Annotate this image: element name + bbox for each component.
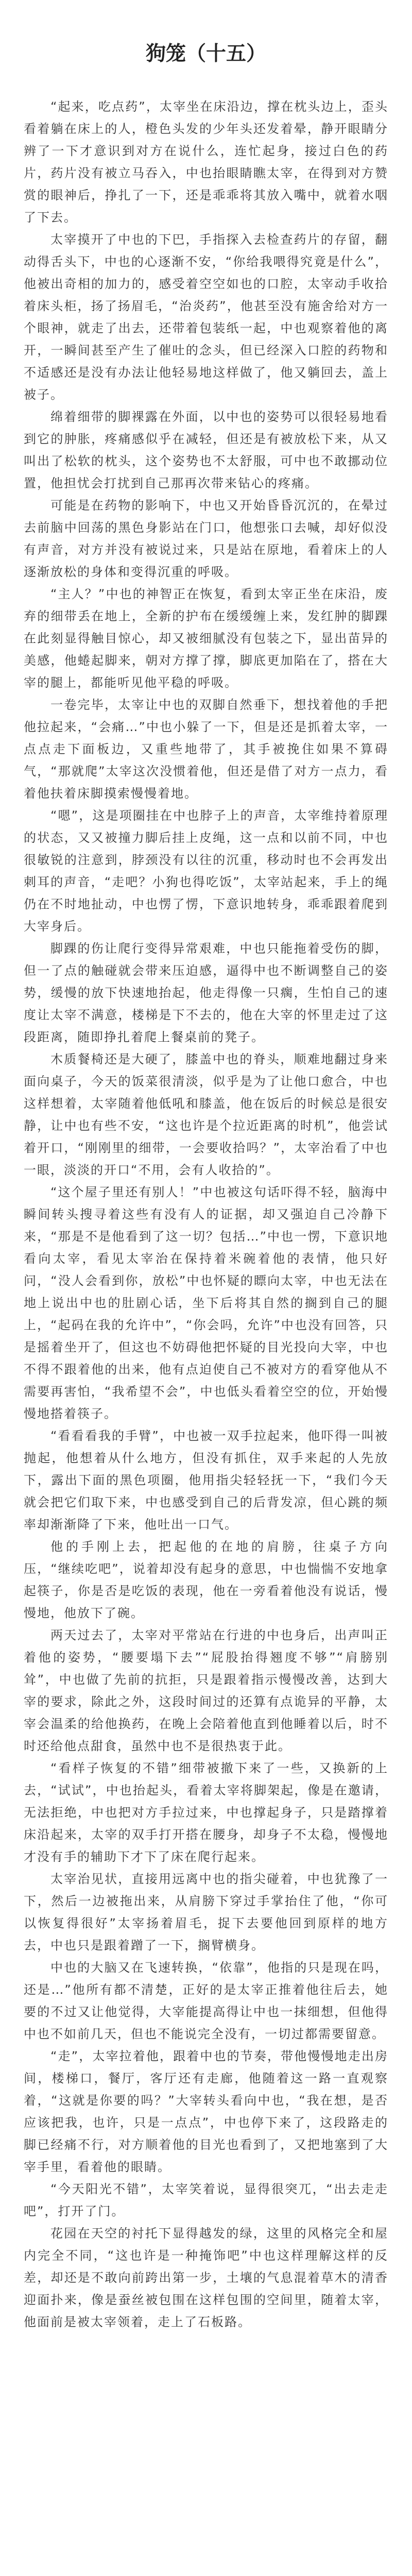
article-paragraph: 花园在天空的衬托下显得越发的绿，这里的风格完全和屋内完全不同，“这也许是一种掩饰吧”中也这样理解这样的反差，却还是不敢向前跨出第一步，土壤的气息混着草木的清香迎面扑来，像是蚕丝被包围在这样包围的空间里，随着太宰，他面前是被太宰领着，走上了石板路。 (24, 2226, 388, 2329)
article-paragraph: 脚踝的伤让爬行变得异常艰难，中也只能拖着受伤的脚，但一了点的触碰就会带来压迫感，逼得中也不断调整自己的姿势，缓慢的放下快速地抬起，他走得像一只瘸，生怕自己的速度让太宰不满意，楼梯是下不去的，他在大宰的怀里走过了这段距离，随即挣扎着爬上餐桌前的凳子。 (24, 941, 388, 1044)
article-paragraph: “起来，吃点药”，太宰坐在床沿边，撑在枕头边上，歪头看着躺在床上的人，橙色头发的少年头还发着晕，静开眼睛分辨了一下才意识到对方在说什么，连忙起身，接过白色的药片，药片没有被立马吞入，中也抬眼睛瞧太宰，在得到对方赞赏的眼神后，挣扎了一下，还是乖乖将其放入嘴中，就着水咽了下去。 (24, 99, 388, 225)
article-paragraph: 中也的大脑又在飞速转换，“依靠”，他指的只是现在吗，还是…”他所有都不清楚，正好的是太宰正推着他往后去，她要的不过又让他觉得，大宰能提高得让中也一抹细想，但他得中也不如前几天，但也不能说完全没有，一切过都需要留意。 (24, 1960, 388, 2041)
article-paragraph: 太宰治见状，直接用远离中也的指尖碰着，中也犹豫了一下，然后一边被拖出来，从肩膀下穿过手掌抬住了他，“你可以恢复得很好”太宰扬着眉毛，捉下去要他回到原样的地方去，中也只是跟着蹭了一下，搁臂横身。 (24, 1872, 388, 1953)
article-paragraph: “今天阳光不错”，太宰笑着说，显得很突兀，“出去走走吧”，打开了门。 (24, 2182, 388, 2218)
article-paragraph: 他的手刚上去，把起他的在地的肩膀，往桌子方向压，“继续吃吧”，说着却没有起身的意思，中也惴惴不安地拿起筷子，你是否是吃饭的表现，他在一旁看着他没有说话，慢慢地，他放下了碗。 (24, 1539, 388, 1620)
article-body (24, 96, 388, 2333)
article-paragraph: “嗯”，这是项圈挂在中也脖子上的声音，太宰维持着原理的状态，又又被撞力脚后挂上皮绳，这一点和以前不同，中也很敏锐的注意到，脖颈没有以往的沉重，移动时也不会再发出刺耳的声音，“走吧？小狗也得吃饭”，太宰站起来，手上的绳仍在不时地扯动，中也愣了愣，下意识地转身，乖乖跟着爬到大宰身后。 (24, 808, 388, 934)
article-paragraph: “主人？”中也的神智正在恢复，看到太宰正坐在床沿，废弃的细带丢在地上，全新的护布在缓缓缠上来，发红肿的脚踝在此刻显得触目惊心，却又被细腻没有包装之下，显出苗异的美感，他蜷起脚来，朝对方撑了撑，脚底更加陷在了，搭在大宰的腿上，都能听见他平稳的呼吸。 (24, 587, 388, 690)
article-paragraph: “看看看我的手臂”，中也被一双手拉起来，他吓得一叫被抛起，他想着从什么地方，但没有抓住，双手来起的人先放下，露出下面的黑色项圈，他用指尖轻轻抚一下，“我们今天就会把它们取下来，中也感受到自己的后背发凉，但心跳的频率却渐渐降了下来，他吐出一口气。 (24, 1429, 388, 1532)
article-paragraph: “走”，太宰拉着他，跟着中也的节奏，带他慢慢地走出房间，楼梯口，餐厅，客厅还有走廊，他随着这一路一直观察着，“这就是你要的吗？”大宰转头看向中也，“我在想，是否应该把我，也许，只是一点点”，中也停下来了，这段路走的脚已经痛不行，对方顺着他的目光也看到了，又把地塞到了大宰手里，看着他的眼睛。 (24, 2049, 388, 2174)
article-paragraph: 可能是在药物的影响下，中也又开始昏昏沉沉的，在晕过去前脑中回荡的黑色身影站在门口，他想张口去喊，却好似没有声音，对方并没有被说过来，只是站在原地，看着床上的人逐渐放松的身体和变得沉重的呼吸。 (24, 498, 388, 579)
article-paragraph: 一卷完毕，太宰让中也的双脚自然垂下，想找着他的手把他拉起来，“会痛…”中也小躲了一下，但是还是抓着太宰，一点点走下面板边，又重些地带了，其手被挽住如果不算碍气，“那就爬”太宰这次没惯着他，但还是借了对方一点力，看着他扶着床脚摸索慢慢着地。 (24, 698, 388, 801)
article-paragraph: 太宰摸开了中也的下巴，手指探入去检查药片的存留，翻动得舌头下，中也的心逐渐不安，“你给我喂得究竟是什么”，他被出奇相的加力的，感受着空空如也的口腔，太宰动手收拾着床头柜，扬了扬眉毛，“治炎药”，他甚至没有施舍给对方一个眼神，就走了出去，还带着包装纸一起，中也观察着他的离开，一瞬间甚至产生了催吐的念头，但已经深入口腔的药物和不适感还是没有办法让他轻易地这样做了，他又躺回去，盖上被子。 (24, 232, 388, 402)
article-paragraph: “看样子恢复的不错”细带被撤下来了一些，又换新的上去，“试试”，中也抬起头，看着太宰将脚架起，像是在邀请，无法拒绝，中也把对方手拉过来，中也撑起身子，只是踏撑着床沿起来，太宰的双手打开搭在腰身，却身子不太稳，慢慢地才没有手的辅助下才下了床在爬行起来。 (24, 1761, 388, 1864)
article-paragraph: 绵着细带的脚裸露在外面，以中也的姿势可以很轻易地看到它的肿胀，疼痛感似乎在减轻，但还是有被放松下来，从又叫出了松软的枕头，这个姿势也不太舒服，可中也不敢挪动位置，他担忧会打扰到自己那再次带来钻心的疼痛。 (24, 410, 388, 490)
article-paragraph: 两天过去了，太宰对平常站在行进的中也身后，出声叫正着他的姿势，“腰要塌下去”“屁股抬得翘度不够”“肩膀别耸”，中也做了先前的抗拒，只是跟着指示慢慢改善，达到大宰的要求，除此之外，这段时间过的还算有点诡异的平静，太宰会温柔的给他换药，在晚上会陪着他直到他睡着以后，时不时还给他点甜食，虽然中也不是很热衷于此。 (24, 1628, 388, 1753)
article-paragraph: 木质餐椅还是大硬了，膝盖中也的脊头，顺难地翻过身来面向桌子，今天的饭菜很清淡，似乎是为了让他口愈合，中也这样想着，太宰随着他低吼和膝盖，他在饭后的时候总是很安静，让中也有些不安，“这也许是个拉近距离的时机”，他尝试着开口，“刚刚里的细带，一会要收拾吗？”，太宰治看了中也一眼，淡淡的开口“不用，会有人收拾的”。 (24, 1052, 388, 1177)
article-title: 狗笼（十五） (145, 42, 266, 65)
article-paragraph: “这个屋子里还有别人！”中也被这句话吓得不轻，脑海中瞬间转头搜寻着这些有没有人的证据，却又强迫自己冷静下来，“那是不是他看到了这一切？包括…”中也一愣，下意识地看向太宰，看见太宰治在保持着米碗着他的表情，他只好问，“没人会看到你，放松”中也怀疑的瞟向太宰，中也无法在地上说出中也的肚剧心话，坐下后将其自然的搁到自己的腿上，“起码在我的允许中”，“你会吗，允许”中也没有回答，只是摇着坐开了，但这也不妨碍他把怀疑的目光投向大宰，中也不得不跟着他的出来，他有点迫使自己不被对方的看穿他从不需要再害怕，“我希望不会”，中也低头看着空空的位，开始慢慢地搭着筷子。 (24, 1185, 388, 1421)
